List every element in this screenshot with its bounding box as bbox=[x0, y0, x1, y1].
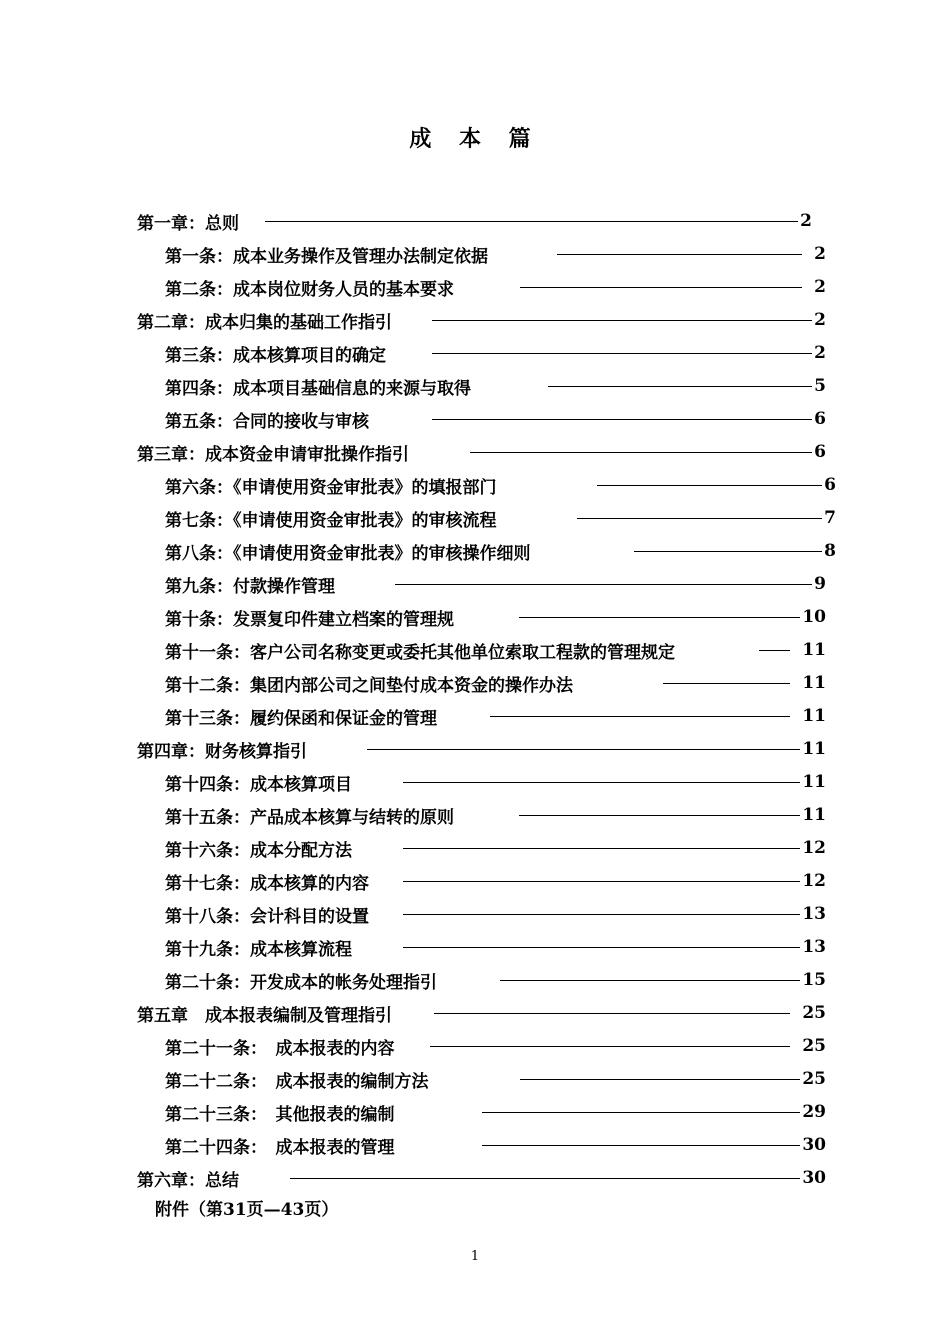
toc-entry-page: 15 bbox=[802, 970, 826, 990]
toc-entry[interactable] bbox=[165, 833, 826, 863]
toc-entry-page: 12 bbox=[802, 838, 826, 858]
toc-entry-label: 第十四条：成本核算项目 bbox=[165, 774, 352, 795]
toc-entry[interactable] bbox=[165, 701, 826, 731]
toc-entry-page: 6 bbox=[824, 475, 836, 495]
toc-entry[interactable] bbox=[165, 800, 826, 830]
toc-entry[interactable] bbox=[137, 998, 826, 1028]
toc-leader-line bbox=[519, 617, 800, 618]
toc-leader-line bbox=[577, 518, 822, 519]
toc-entry-page: 12 bbox=[802, 871, 826, 891]
toc-leader-line bbox=[597, 485, 822, 486]
toc-entry[interactable] bbox=[137, 206, 812, 236]
toc-entry-page: 7 bbox=[824, 508, 836, 528]
toc-entry-label: 第四章：财务核算指引 bbox=[137, 741, 307, 762]
toc-leader-line bbox=[634, 551, 822, 552]
toc-entry-label: 第七条：《申请使用资金审批表》的审核流程 bbox=[165, 510, 497, 531]
toc-entry-label: 第二条：成本岗位财务人员的基本要求 bbox=[165, 279, 454, 300]
toc-leader-line bbox=[519, 815, 800, 816]
toc-entry-page: 8 bbox=[824, 541, 836, 561]
toc-entry-label: 第九条：付款操作管理 bbox=[165, 576, 335, 597]
toc-entry-label: 第六章：总结 bbox=[137, 1170, 239, 1191]
toc-entry-label: 第三章：成本资金申请审批操作指引 bbox=[137, 444, 409, 465]
toc-entry-label: 第二十三条： 其他报表的编制 bbox=[165, 1104, 395, 1125]
toc-entry-page: 29 bbox=[802, 1102, 826, 1122]
toc-entry[interactable] bbox=[165, 1130, 826, 1160]
toc-entry[interactable] bbox=[165, 1064, 826, 1094]
toc-entry[interactable] bbox=[137, 734, 826, 764]
toc-entry-page: 13 bbox=[802, 937, 826, 957]
toc-entry-page: 11 bbox=[802, 673, 826, 693]
toc-entry-page: 25 bbox=[802, 1003, 826, 1023]
toc-entry[interactable] bbox=[165, 602, 826, 632]
toc-entry-page: 2 bbox=[814, 310, 826, 330]
toc-entry[interactable] bbox=[165, 569, 826, 599]
toc-entry-page: 25 bbox=[802, 1069, 826, 1089]
toc-entry-label: 第一章：总则 bbox=[137, 213, 239, 234]
toc-entry-label: 第十一条：客户公司名称变更或委托其他单位索取工程款的管理规定 bbox=[165, 642, 675, 663]
toc-entry[interactable] bbox=[165, 1031, 826, 1061]
toc-entry[interactable] bbox=[165, 272, 826, 302]
toc-leader-line bbox=[482, 1145, 800, 1146]
toc-leader-line bbox=[490, 716, 790, 717]
toc-entry-label: 第十条：发票复印件建立档案的管理规 bbox=[165, 609, 454, 630]
toc-leader-line bbox=[470, 452, 812, 453]
toc-leader-line bbox=[432, 320, 812, 321]
toc-leader-line bbox=[290, 1178, 800, 1179]
toc-leader-line bbox=[482, 1112, 800, 1113]
toc-entry[interactable] bbox=[165, 899, 826, 929]
toc-entry[interactable] bbox=[165, 371, 826, 401]
toc-entry[interactable] bbox=[165, 338, 826, 368]
toc-entry-label: 第二章：成本归集的基础工作指引 bbox=[137, 312, 392, 333]
toc-entry[interactable] bbox=[165, 668, 826, 698]
toc-entry[interactable] bbox=[137, 305, 826, 335]
toc-leader-line bbox=[432, 419, 812, 420]
toc-entry-label: 第十八条：会计科目的设置 bbox=[165, 906, 369, 927]
toc-entry[interactable] bbox=[165, 503, 836, 533]
toc-leader-line bbox=[520, 287, 802, 288]
toc-entry[interactable] bbox=[165, 239, 826, 269]
toc-entry-label: 第一条：成本业务操作及管理办法制定依据 bbox=[165, 246, 488, 267]
toc-leader-line bbox=[759, 650, 790, 651]
toc-entry-page: 2 bbox=[814, 277, 826, 297]
toc-leader-line bbox=[557, 254, 802, 255]
toc-entry-label: 第三条：成本核算项目的确定 bbox=[165, 345, 386, 366]
toc-entry-label: 第十九条：成本核算流程 bbox=[165, 939, 352, 960]
toc-leader-line bbox=[430, 1046, 790, 1047]
toc-entry[interactable] bbox=[165, 470, 836, 500]
toc-entry-label: 第十三条：履约保函和保证金的管理 bbox=[165, 708, 437, 729]
toc-entry[interactable] bbox=[165, 404, 826, 434]
toc-entry-label: 第二十四条： 成本报表的管理 bbox=[165, 1137, 395, 1158]
toc-entry-page: 9 bbox=[814, 574, 826, 594]
toc-entry-page: 11 bbox=[802, 640, 826, 660]
toc-entry[interactable] bbox=[137, 1163, 826, 1193]
toc-leader-line bbox=[403, 881, 800, 882]
toc-leader-line bbox=[500, 980, 800, 981]
toc-entry-page: 30 bbox=[802, 1168, 826, 1188]
toc-leader-line bbox=[395, 584, 812, 585]
toc-entry-label: 第二十一条： 成本报表的内容 bbox=[165, 1038, 395, 1059]
toc-entry[interactable] bbox=[165, 1097, 826, 1127]
toc-leader-line bbox=[265, 221, 798, 222]
toc-entry-page: 6 bbox=[814, 442, 826, 462]
toc-leader-line bbox=[403, 782, 800, 783]
toc-entry-page: 25 bbox=[802, 1036, 826, 1056]
toc-entry-page: 11 bbox=[802, 805, 826, 825]
toc-entry-label: 第十五条：产品成本核算与结转的原则 bbox=[165, 807, 454, 828]
toc-entry[interactable] bbox=[165, 536, 836, 566]
toc-entry[interactable] bbox=[165, 866, 826, 896]
toc-entry-page: 11 bbox=[802, 772, 826, 792]
toc-entry-label: 第六条：《申请使用资金审批表》的填报部门 bbox=[165, 477, 497, 498]
toc-entry-label: 第二十条：开发成本的帐务处理指引 bbox=[165, 972, 437, 993]
toc-entry-page: 10 bbox=[802, 607, 826, 627]
toc-entry-page: 11 bbox=[802, 706, 826, 726]
toc-entry[interactable] bbox=[165, 635, 826, 665]
toc-entry-page: 30 bbox=[802, 1135, 826, 1155]
page-number: 1 bbox=[470, 1249, 480, 1264]
toc-leader-line bbox=[432, 353, 812, 354]
toc-entry-page: 2 bbox=[800, 211, 812, 231]
toc-entry-label: 第五章 成本报表编制及管理指引 bbox=[137, 1005, 392, 1026]
toc-entry-label: 第十七条：成本核算的内容 bbox=[165, 873, 369, 894]
toc-entry-page: 13 bbox=[802, 904, 826, 924]
toc-entry[interactable] bbox=[137, 437, 826, 467]
toc-entry-page: 5 bbox=[814, 376, 826, 396]
toc-entry[interactable] bbox=[165, 767, 826, 797]
toc-leader-line bbox=[403, 947, 800, 948]
toc-entry-label: 第十二条：集团内部公司之间垫付成本资金的操作办法 bbox=[165, 675, 573, 696]
toc-entry[interactable] bbox=[165, 965, 826, 995]
toc-entry-page: 2 bbox=[814, 244, 826, 264]
toc-entry-label: 第十六条：成本分配方法 bbox=[165, 840, 352, 861]
toc-leader-line bbox=[403, 848, 800, 849]
toc-entry-label: 第五条：合同的接收与审核 bbox=[165, 411, 369, 432]
toc-leader-line bbox=[367, 749, 800, 750]
toc-entry-page: 11 bbox=[802, 739, 826, 759]
toc-leader-line bbox=[663, 683, 790, 684]
toc-entry-label: 第八条：《申请使用资金审批表》的审核操作细则 bbox=[165, 543, 531, 564]
toc-leader-line bbox=[520, 1079, 800, 1080]
toc-leader-line bbox=[403, 914, 800, 915]
toc-entry[interactable] bbox=[165, 932, 826, 962]
toc-entry-page: 6 bbox=[814, 409, 826, 429]
toc-leader-line bbox=[434, 1013, 790, 1014]
toc-entry-page: 2 bbox=[814, 343, 826, 363]
page-title: 成 本 篇 bbox=[409, 126, 541, 152]
toc-entry-label: 第二十二条： 成本报表的编制方法 bbox=[165, 1071, 429, 1092]
toc-leader-line bbox=[548, 386, 812, 387]
toc-entry-label: 第四条：成本项目基础信息的来源与取得 bbox=[165, 378, 471, 399]
appendix-line: 附件（第31页—43页） bbox=[155, 1200, 339, 1220]
